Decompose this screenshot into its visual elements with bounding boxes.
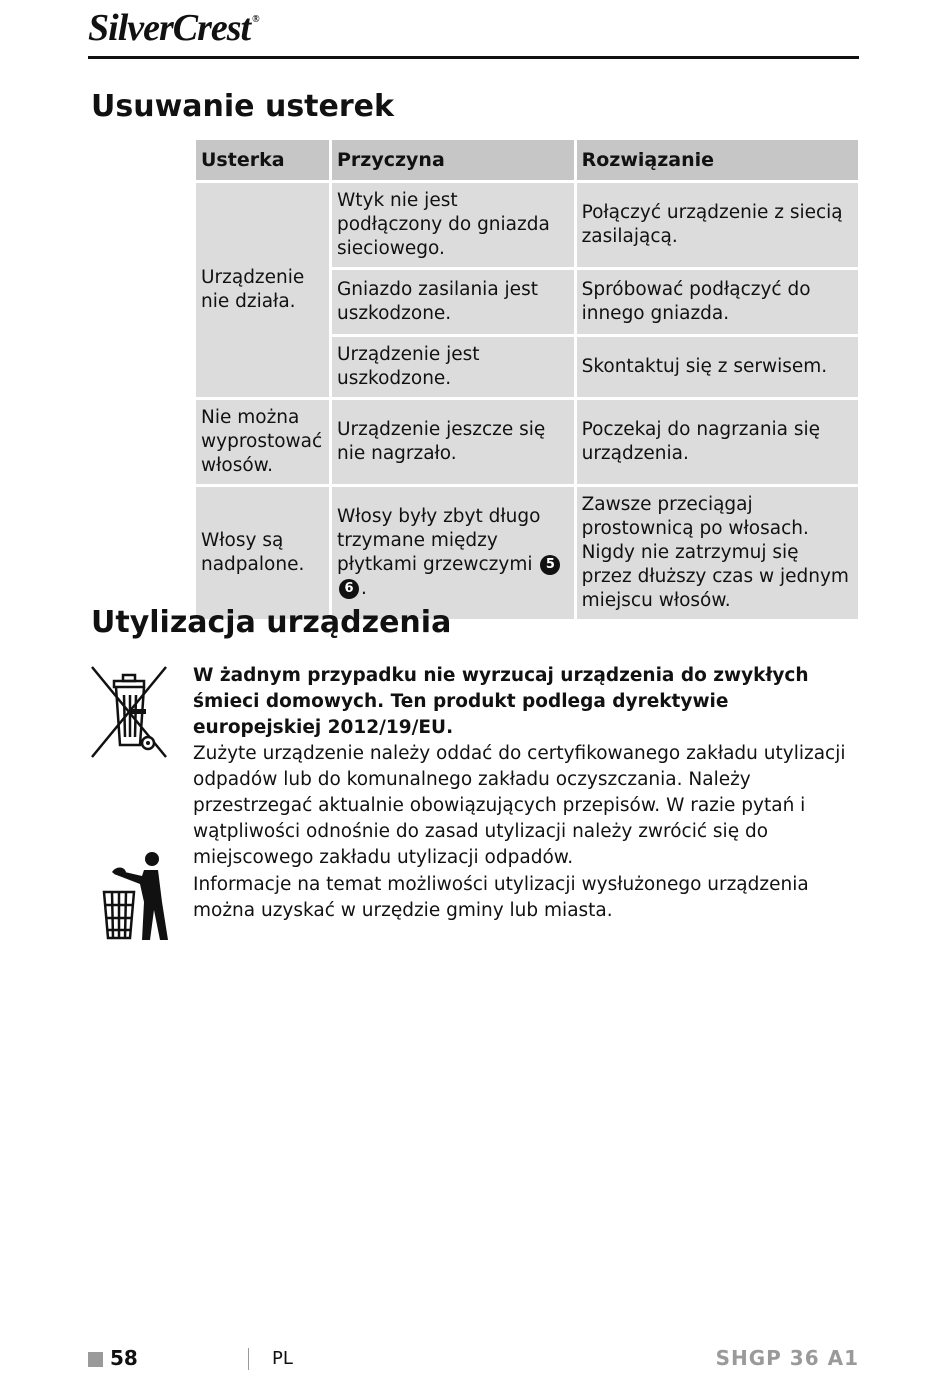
fault-cell: Włosy są nadpalone. xyxy=(196,487,329,619)
cause-cell: Urządzenie jest uszkodzone. xyxy=(332,337,574,397)
solution-cell: Zawsze przeciągaj prostownicą po włosach. Nigdy nie zatrzymuj się przez dłuższy czas w jednym miejscu włosów. xyxy=(577,487,858,619)
fault-cell: Urządzenie nie działa. xyxy=(196,183,329,397)
registered-mark: ® xyxy=(252,14,259,25)
table-row xyxy=(196,487,858,619)
table-header-row xyxy=(196,140,858,180)
cause-cell: Urządzenie jeszcze się nie nagrzało. xyxy=(332,400,574,484)
header-solution: Rozwiązanie xyxy=(577,140,858,180)
header-fault: Usterka xyxy=(196,140,329,180)
model-number: SHGP 36 A1 xyxy=(715,1346,859,1370)
cause-cell xyxy=(332,487,574,619)
disposal-instructions: Zużyte urządzenie należy oddać do certyfikowanego zakładu utylizacji odpadów lub do komunalnego zakładu oczyszczania. Należy przestrzegać aktualnie obowiązujących przepisów. W razie pytań i wątpliwości odnośnie do zasad utylizacji należy zwrócić się do miejscowego zakładu utylizacji odpadów. xyxy=(193,743,846,868)
solution-cell: Spróbować podłączyć do innego gniazda. xyxy=(577,270,858,334)
table-row xyxy=(196,183,858,267)
cause-end: . xyxy=(360,578,367,599)
header-rule xyxy=(88,56,859,59)
cause-cell: Wtyk nie jest podłączony do gniazda sieciowego. xyxy=(332,183,574,267)
table-row xyxy=(196,400,858,484)
part-ref-5: 5 xyxy=(540,555,560,575)
fault-cell: Nie można wyprostować włosów. xyxy=(196,400,329,484)
part-ref-6: 6 xyxy=(339,579,359,599)
solution-cell: Skontaktuj się z serwisem. xyxy=(577,337,858,397)
footer-square-icon xyxy=(88,1352,103,1367)
cause-text: Włosy były zbyt długo trzymane między płytkami grzewczymi xyxy=(336,506,541,575)
language-code: PL xyxy=(272,1348,293,1369)
page-footer xyxy=(88,1344,859,1376)
page-number: 58 xyxy=(110,1346,138,1370)
disposal-info: Informacje na temat możliwości utylizacji wysłużonego urządzenia można uzyskać w urzędzie gminy lub miasta. xyxy=(193,874,809,921)
header-cause: Przyczyna xyxy=(332,140,574,180)
brand-logo xyxy=(88,6,259,50)
solution-cell: Poczekaj do nagrzania się urządzenia. xyxy=(577,400,858,484)
cause-cell: Gniazdo zasilania jest uszkodzone. xyxy=(332,270,574,334)
tidy-man-icon xyxy=(100,850,172,942)
section-title-disposal: Utylizacja urządzenia xyxy=(91,605,452,640)
solution-cell: Połączyć urządzenie z siecią zasilającą. xyxy=(577,183,858,267)
disposal-warning: W żadnym przypadku nie wyrzucaj urządzenia do zwykłych śmieci domowych. Ten produkt podlega dyrektywie europejskiej 2012/19/EU. xyxy=(193,665,809,738)
crossed-out-bin-icon xyxy=(90,665,168,760)
section-title-troubleshooting: Usuwanie usterek xyxy=(91,89,394,124)
troubleshooting-table xyxy=(193,137,861,622)
footer-divider xyxy=(248,1348,249,1370)
brand-logo-text: SilverCrest xyxy=(88,7,251,49)
